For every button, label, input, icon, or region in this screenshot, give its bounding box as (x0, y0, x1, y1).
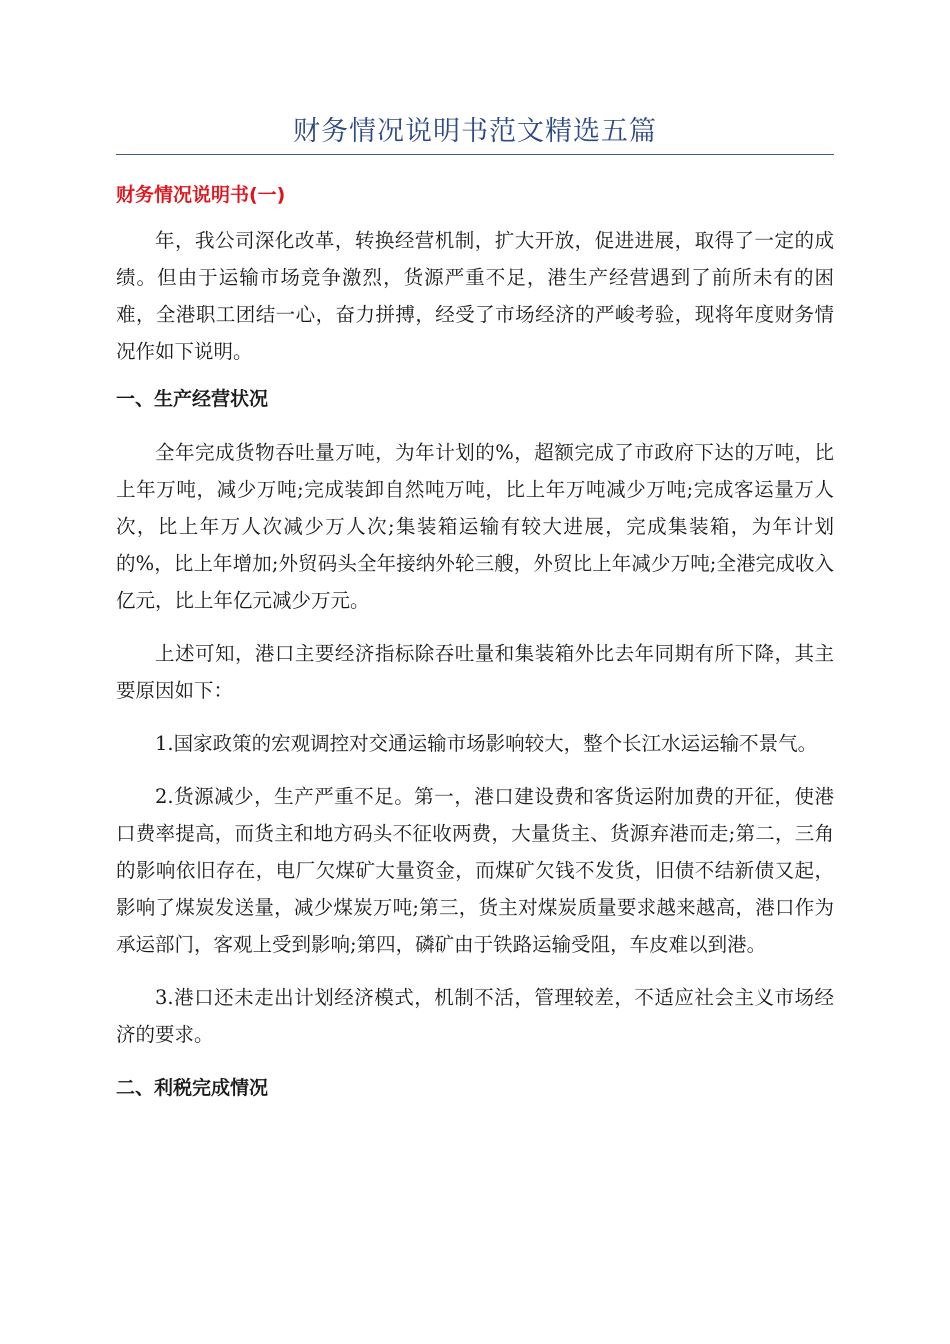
subheading-profit-tax: 二、利税完成情况 (116, 1077, 269, 1099)
document-title: 财务情况说明书范文精选五篇 (293, 116, 657, 147)
subheading-production: 一、生产经营状况 (116, 388, 269, 410)
document-page (116, 0, 834, 1103)
section-heading: 财务情况说明书(一) (116, 184, 286, 206)
summary-paragraph: 上述可知，港口主要经济指标除吞吐量和集装箱外比去年同期有所下降，其主要原因如下： (116, 642, 834, 702)
reason-1-paragraph: 1.国家政策的宏观调控对交通运输市场影响较大，整个长江水运运输不景气。 (155, 732, 818, 755)
reason-2-paragraph: 2.货源减少，生产严重不足。第一，港口建设费和客货运附加费的开征，使港口费率提高，而货主和地方码头不征收两费，大量货主、货源弃港而走;第二，三角的影响依旧存在，电厂欠煤矿大量资金，而煤矿欠钱不发货，旧债不结新债又起，影响了煤炭发送量，减少煤炭万吨;第三，货主对煤炭质量要求越来越高，港口作为承运部门，客观上受到影响;第四，磷矿由于铁路运输受阻，车皮难以到港。 (116, 785, 834, 956)
reason-3-paragraph: 3.港口还未走出计划经济模式，机制不活，管理较差，不适应社会主义市场经济的要求。 (116, 986, 834, 1046)
production-paragraph: 全年完成货物吞吐量万吨，为年计划的%，超额完成了市政府下达的万吨，比上年万吨，减少万吨;完成装卸自然吨万吨，比上年万吨减少万吨;完成客运量万人次，比上年万人次减少万人次;集装箱运输有较大进展，完成集装箱，为年计划的%，比上年增加;外贸码头全年接纳外轮三艘，外贸比上年减少万吨;全港完成收入亿元，比上年亿元减少万元。 (116, 441, 834, 612)
intro-paragraph: 年，我公司深化改革，转换经营机制，扩大开放，促进进展，取得了一定的成绩。但由于运输市场竞争激烈，货源严重不足，港生产经营遇到了前所未有的困难，全港职工团结一心，奋力拼搏，经受了市场经济的严峻考验，现将年度财务情况作如下说明。 (116, 229, 834, 363)
title-divider (116, 154, 834, 155)
